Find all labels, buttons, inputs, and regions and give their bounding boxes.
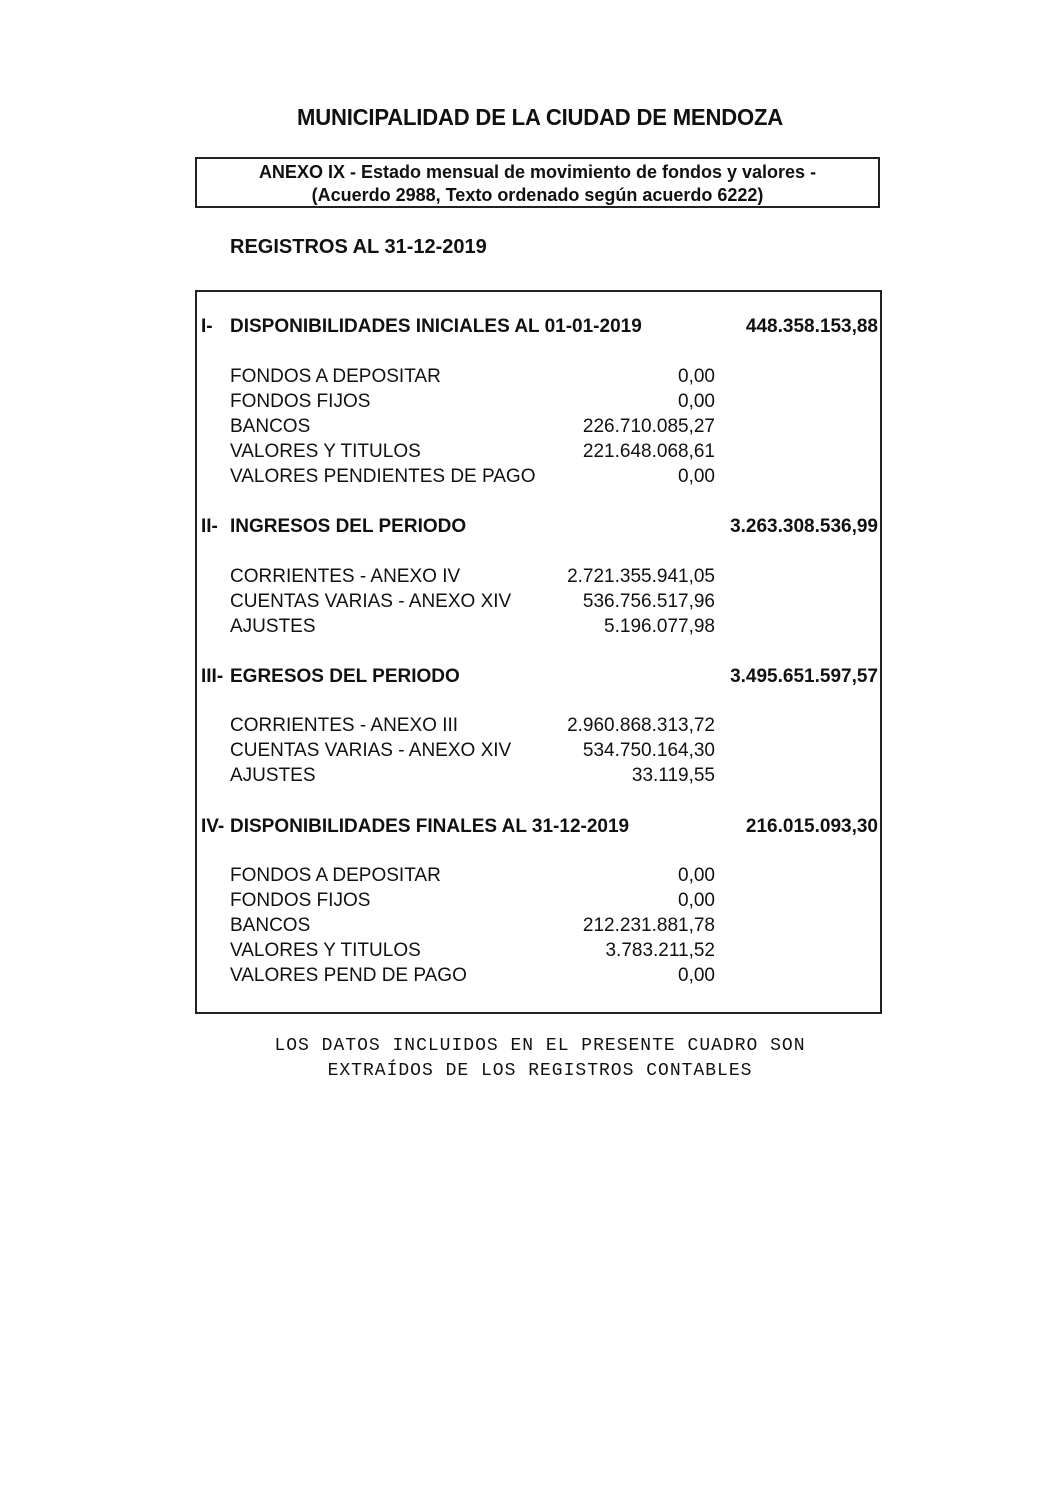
section-number: I- [201,316,213,337]
line-item-row [197,863,880,888]
section-total: 3.495.651.597,57 [730,666,878,687]
section-label: DISPONIBILIDADES INICIALES AL 01-01-2019 [230,316,642,337]
section-label: DISPONIBILIDADES FINALES AL 31-12-2019 [230,816,630,837]
line-item-row [197,963,880,988]
item-label: VALORES Y TITULOS [230,940,421,961]
section-total: 448.358.153,88 [745,316,878,337]
footer-line: LOS DATOS INCLUIDOS EN EL PRESENTE CUADRO SON [274,1036,806,1056]
line-item-row [197,439,880,464]
item-value: 33.119,55 [631,765,715,786]
line-item-row [197,913,880,938]
item-value: 0,00 [678,890,715,911]
item-value: 534.750.164,30 [582,740,715,761]
footer-note [0,1034,1058,1084]
section-total: 216.015.093,30 [745,816,878,837]
line-item-row [197,464,880,489]
item-label: FONDOS FIJOS [230,890,371,911]
section-label: INGRESOS DEL PERIODO [230,516,467,537]
item-value: 536.756.517,96 [582,591,715,612]
item-label: VALORES PENDIENTES DE PAGO [230,466,536,487]
item-label: BANCOS [230,915,311,936]
item-label: FONDOS FIJOS [230,391,371,412]
section-header-row [197,514,880,539]
section-header-row [197,814,880,839]
item-value: 2.721.355.941,05 [567,566,715,587]
line-item-row [197,389,880,414]
line-item-row [197,364,880,389]
section-header-row [197,664,880,689]
item-label: FONDOS A DEPOSITAR [230,865,441,886]
line-item-row [197,589,880,614]
section-label: EGRESOS DEL PERIODO [230,666,460,687]
line-item-row [197,888,880,913]
item-value: 0,00 [678,965,715,986]
anexo-subtitle: (Acuerdo 2988, Texto ordenado según acuerdo 6222) [311,185,764,205]
item-value: 226.710.085,27 [582,416,715,437]
line-item-row [197,414,880,439]
line-item-row [197,614,880,639]
item-value: 221.648.068,61 [582,441,715,462]
item-value: 0,00 [678,865,715,886]
item-label: BANCOS [230,416,311,437]
registros-date: REGISTROS AL 31-12-2019 [230,236,487,258]
item-value: 212.231.881,78 [582,915,715,936]
section-total: 3.263.308.536,99 [730,516,878,537]
item-value: 2.960.868.313,72 [567,715,715,736]
item-value: 0,00 [678,466,715,487]
page-title: MUNICIPALIDAD DE LA CIUDAD DE MENDOZA [297,104,783,130]
section-number: III- [201,666,224,687]
anexo-header-box [195,157,880,208]
item-value: 3.783.211,52 [605,940,715,961]
item-label: VALORES PEND DE PAGO [230,965,467,986]
line-item-row [197,564,880,589]
item-value: 0,00 [678,391,715,412]
item-label: AJUSTES [230,765,316,786]
item-value: 5.196.077,98 [604,616,715,637]
anexo-title: ANEXO IX - Estado mensual de movimiento de fondos y valores - [258,162,817,182]
line-item-row [197,938,880,963]
item-label: CORRIENTES - ANEXO IV [230,566,461,587]
line-item-row [197,738,880,763]
item-label: VALORES Y TITULOS [230,441,421,462]
item-value: 0,00 [678,366,715,387]
item-label: AJUSTES [230,616,316,637]
section-header-row [197,314,880,339]
section-number: IV- [201,816,225,837]
item-label: CUENTAS VARIAS - ANEXO XIV [230,740,512,761]
line-item-row [197,713,880,738]
footer-line: EXTRAÍDOS DE LOS REGISTROS CONTABLES [327,1061,753,1081]
item-label: FONDOS A DEPOSITAR [230,366,441,387]
section-number: II- [201,516,218,537]
item-label: CORRIENTES - ANEXO III [230,715,459,736]
item-label: CUENTAS VARIAS - ANEXO XIV [230,591,512,612]
line-item-row [197,763,880,788]
funds-statement-table [195,290,882,1014]
